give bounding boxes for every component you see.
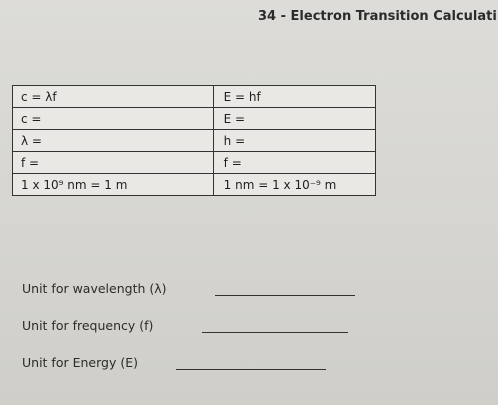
table-cell: f = [213,152,375,174]
table-cell: 1 nm = 1 x 10⁻⁹ m [213,174,375,196]
table-cell: f = [13,152,214,174]
table-row [13,152,376,174]
table-row [13,108,376,130]
frequency-unit-label: Unit for frequency (f) [22,318,154,333]
table-cell: λ = [13,130,214,152]
energy-unit-label: Unit for Energy (E) [22,355,138,370]
table-cell: E = [213,108,375,130]
table-row [13,130,376,152]
equations-table [12,85,376,196]
wavelength-answer-blank[interactable] [215,295,355,296]
worksheet-title: 34 - Electron Transition Calculati [258,9,497,24]
table-cell: c = [13,108,214,130]
frequency-answer-blank[interactable] [202,332,348,333]
table-cell: 1 x 10⁹ nm = 1 m [13,174,214,196]
wavelength-unit-label: Unit for wavelength (λ) [22,281,167,296]
table-row [13,86,376,108]
table-cell: E = hf [213,86,375,108]
table-cell: c = λf [13,86,214,108]
table-row [13,174,376,196]
energy-answer-blank[interactable] [176,369,326,370]
table-cell: h = [213,130,375,152]
